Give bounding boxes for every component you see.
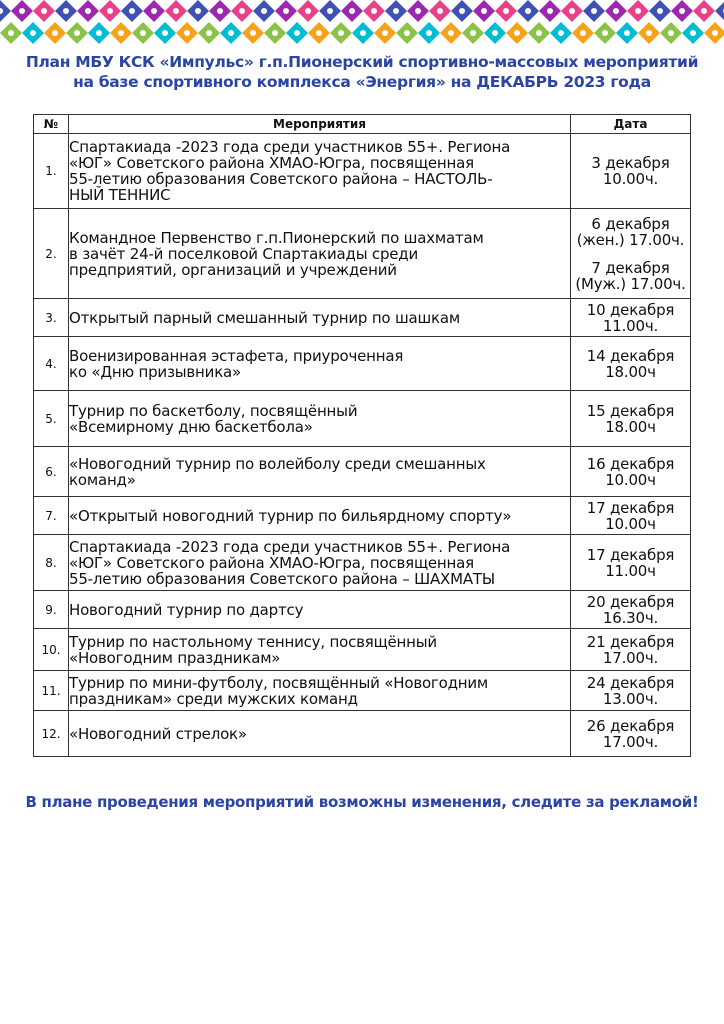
date-text-line: 13.00ч. — [602, 689, 659, 708]
date-text-line: 15 декабря — [586, 401, 675, 420]
date-text-line: 10.00ч — [605, 514, 656, 533]
banner-figure-icon — [228, 30, 234, 36]
event-text-line: «Новогодний турнир по волейболу среди смешанных — [69, 454, 486, 473]
table-row — [34, 671, 691, 711]
banner-figure-icon — [294, 30, 300, 36]
date-cell — [571, 447, 691, 497]
event-text-line: праздникам» среди мужских команд — [69, 689, 358, 708]
event-text-line: Турнир по настольному теннису, посвящённый — [69, 632, 437, 651]
banner-figure-icon — [613, 8, 619, 14]
row-number: 6. — [34, 447, 69, 497]
banner-figure-icon — [74, 30, 80, 36]
event-cell — [69, 134, 571, 209]
banner-figure-icon — [129, 8, 135, 14]
event-text-line: «ЮГ» Советского района ХМАО-Югра, посвященная — [69, 154, 474, 172]
date-text-line: 17.00ч. — [602, 732, 659, 751]
event-text-line: Командное Первенство г.п.Пионерский по шахматам — [69, 228, 484, 247]
event-cell — [69, 337, 571, 391]
event-text-line: «Новогодний стрелок» — [69, 724, 247, 743]
event-cell — [69, 711, 571, 757]
banner-figure-icon — [327, 8, 333, 14]
column-header-num: № — [34, 115, 69, 134]
table-row — [34, 337, 691, 391]
event-text-line: 55-летию образования Советского района – ШАХМАТЫ — [69, 569, 495, 588]
title-line-1: План МБУ КСК «Импульс» г.п.Пионерский спортивно-массовых мероприятий — [25, 53, 699, 71]
event-text-line: в зачёт 24-й поселковой Спартакиады среди — [69, 244, 419, 263]
row-number: 4. — [34, 337, 69, 391]
banner-figure-icon — [250, 30, 256, 36]
event-text-line: Турнир по мини-футболу, посвящённый «Новогодним — [69, 673, 489, 692]
date-text-line: 6 декабря — [591, 214, 670, 233]
banner-figure-icon — [195, 8, 201, 14]
date-text-line: 14 декабря — [586, 346, 675, 365]
sports-pattern-banner — [0, 0, 724, 44]
table-row — [34, 391, 691, 447]
row-number: 1. — [34, 134, 69, 209]
banner-figure-icon — [547, 8, 553, 14]
footer-note: В плане проведения мероприятий возможны изменения, следите за рекламой! — [25, 793, 699, 811]
date-text-line: 24 декабря — [586, 673, 675, 692]
banner-figure-icon — [712, 30, 718, 36]
banner-figure-icon — [668, 30, 674, 36]
banner-figure-icon — [184, 30, 190, 36]
date-text-line: (Муж.) 17.00ч. — [575, 274, 686, 293]
table-row — [34, 447, 691, 497]
event-text-line: «Новогодним праздникам» — [69, 648, 281, 667]
row-number: 12. — [34, 711, 69, 757]
date-text-line: 7 декабря — [591, 258, 670, 277]
banner-figure-icon — [305, 8, 311, 14]
banner-figure-icon — [580, 30, 586, 36]
table-row — [34, 209, 691, 299]
banner-figure-icon — [448, 30, 454, 36]
date-text-line — [571, 248, 690, 260]
column-header-event: Мероприятия — [69, 115, 571, 134]
event-text-line: 55-летию образования Советского района – НАСТОЛЬ- — [69, 170, 493, 188]
date-text-line: 11.00ч — [605, 561, 656, 580]
date-text-line: 11.00ч. — [602, 316, 659, 335]
date-text-line: 17 декабря — [586, 545, 675, 564]
row-number: 3. — [34, 299, 69, 337]
row-number: 5. — [34, 391, 69, 447]
banner-figure-icon — [261, 8, 267, 14]
table-row — [34, 591, 691, 629]
table-row — [34, 134, 691, 209]
table-row — [34, 497, 691, 535]
banner-figure-icon — [602, 30, 608, 36]
date-cell — [571, 535, 691, 591]
row-number: 9. — [34, 591, 69, 629]
date-cell — [571, 497, 691, 535]
date-cell — [571, 591, 691, 629]
date-text-line: 21 декабря — [586, 632, 675, 651]
event-text-line: Спартакиада -2023 года среди участников 55+. Региона — [69, 138, 511, 156]
date-text-line: 10.00ч — [605, 470, 656, 489]
events-table — [33, 114, 691, 757]
date-text-line: 10.00ч. — [602, 170, 659, 188]
column-header-date: Дата — [571, 115, 691, 134]
event-cell — [69, 535, 571, 591]
event-text-line: «Открытый новогодний турнир по бильярдному спорту» — [69, 506, 512, 525]
table-row — [34, 535, 691, 591]
banner-figure-icon — [591, 8, 597, 14]
banner-figure-icon — [657, 8, 663, 14]
banner-figure-icon — [173, 8, 179, 14]
banner-figure-icon — [30, 30, 36, 36]
event-text-line: Турнир по баскетболу, посвящённый — [69, 401, 358, 420]
event-text-line: Спартакиада -2023 года среди участников 55+. Региона — [69, 537, 511, 556]
banner-figure-icon — [360, 30, 366, 36]
date-cell — [571, 209, 691, 299]
event-text-line: «Всемирному дню баскетбола» — [69, 417, 313, 436]
date-text-line: 17.00ч. — [602, 648, 659, 667]
date-cell — [571, 629, 691, 671]
row-number: 8. — [34, 535, 69, 591]
banner-figure-icon — [558, 30, 564, 36]
date-cell — [571, 337, 691, 391]
title-line-2: на базе спортивного комплекса «Энергия» на ДЕКАБРЬ 2023 года — [73, 73, 651, 91]
banner-figure-icon — [525, 8, 531, 14]
date-text-line: 18.00ч — [605, 362, 656, 381]
event-cell — [69, 497, 571, 535]
banner-figure-icon — [382, 30, 388, 36]
banner-figure-icon — [272, 30, 278, 36]
banner-figure-icon — [140, 30, 146, 36]
date-cell — [571, 711, 691, 757]
date-cell — [571, 299, 691, 337]
banner-figure-icon — [118, 30, 124, 36]
event-text-line: НЫЙ ТЕННИС — [69, 186, 171, 204]
table-header-row — [34, 115, 691, 134]
event-text-line: Новогодний турнир по дартсу — [69, 600, 304, 619]
date-cell — [571, 391, 691, 447]
event-text-line: предприятий, организаций и учреждений — [69, 260, 397, 279]
banner-figure-icon — [635, 8, 641, 14]
table-row — [34, 629, 691, 671]
row-number: 11. — [34, 671, 69, 711]
banner-figure-icon — [349, 8, 355, 14]
banner-figure-icon — [701, 8, 707, 14]
banner-figure-icon — [569, 8, 575, 14]
event-cell — [69, 209, 571, 299]
banner-figure-icon — [96, 30, 102, 36]
banner-figure-icon — [52, 30, 58, 36]
date-text-line: 17 декабря — [586, 498, 675, 517]
banner-figure-icon — [536, 30, 542, 36]
date-text-line: (жен.) 17.00ч. — [576, 230, 685, 249]
event-cell — [69, 671, 571, 711]
banner-figure-icon — [646, 30, 652, 36]
banner-figure-icon — [19, 8, 25, 14]
date-text-line: 18.00ч — [605, 417, 656, 436]
banner-figure-icon — [85, 8, 91, 14]
event-cell — [69, 591, 571, 629]
banner-figure-icon — [8, 30, 14, 36]
banner-figure-icon — [481, 8, 487, 14]
date-cell — [571, 134, 691, 209]
banner-figure-icon — [459, 8, 465, 14]
banner-figure-icon — [426, 30, 432, 36]
banner-tile — [715, 0, 724, 22]
banner-figure-icon — [492, 30, 498, 36]
table-row — [34, 299, 691, 337]
row-number: 7. — [34, 497, 69, 535]
banner-figure-icon — [41, 8, 47, 14]
banner-figure-icon — [151, 8, 157, 14]
event-text-line: «ЮГ» Советского района ХМАО-Югра, посвященная — [69, 553, 474, 572]
event-cell — [69, 391, 571, 447]
table-row — [34, 711, 691, 757]
banner-figure-icon — [404, 30, 410, 36]
banner-figure-icon — [679, 8, 685, 14]
banner-figure-icon — [690, 30, 696, 36]
date-text-line: 26 декабря — [586, 716, 675, 735]
banner-figure-icon — [338, 30, 344, 36]
date-text-line: 16.30ч. — [602, 608, 659, 627]
event-cell — [69, 299, 571, 337]
page-title — [0, 52, 724, 92]
event-text-line: команд» — [69, 470, 136, 489]
banner-figure-icon — [503, 8, 509, 14]
banner-figure-icon — [107, 8, 113, 14]
decorative-banner — [0, 0, 724, 44]
event-text-line: Военизированная эстафета, приуроченная — [69, 346, 404, 365]
banner-figure-icon — [437, 8, 443, 14]
banner-figure-icon — [162, 30, 168, 36]
banner-figure-icon — [514, 30, 520, 36]
banner-figure-icon — [283, 8, 289, 14]
event-cell — [69, 629, 571, 671]
banner-figure-icon — [415, 8, 421, 14]
row-number: 2. — [34, 209, 69, 299]
banner-figure-icon — [470, 30, 476, 36]
date-text-line: 3 декабря — [591, 154, 670, 172]
banner-figure-icon — [206, 30, 212, 36]
banner-figure-icon — [239, 8, 245, 14]
date-text-line: 10 декабря — [586, 300, 675, 319]
banner-figure-icon — [217, 8, 223, 14]
banner-figure-icon — [624, 30, 630, 36]
date-text-line: 20 декабря — [586, 592, 675, 611]
event-text-line: ко «Дню призывника» — [69, 362, 242, 381]
event-text-line: Открытый парный смешанный турнир по шашкам — [69, 308, 460, 327]
banner-figure-icon — [316, 30, 322, 36]
date-cell — [571, 671, 691, 711]
row-number: 10. — [34, 629, 69, 671]
banner-figure-icon — [63, 8, 69, 14]
date-text-line: 16 декабря — [586, 454, 675, 473]
banner-figure-icon — [393, 8, 399, 14]
event-cell — [69, 447, 571, 497]
banner-figure-icon — [371, 8, 377, 14]
